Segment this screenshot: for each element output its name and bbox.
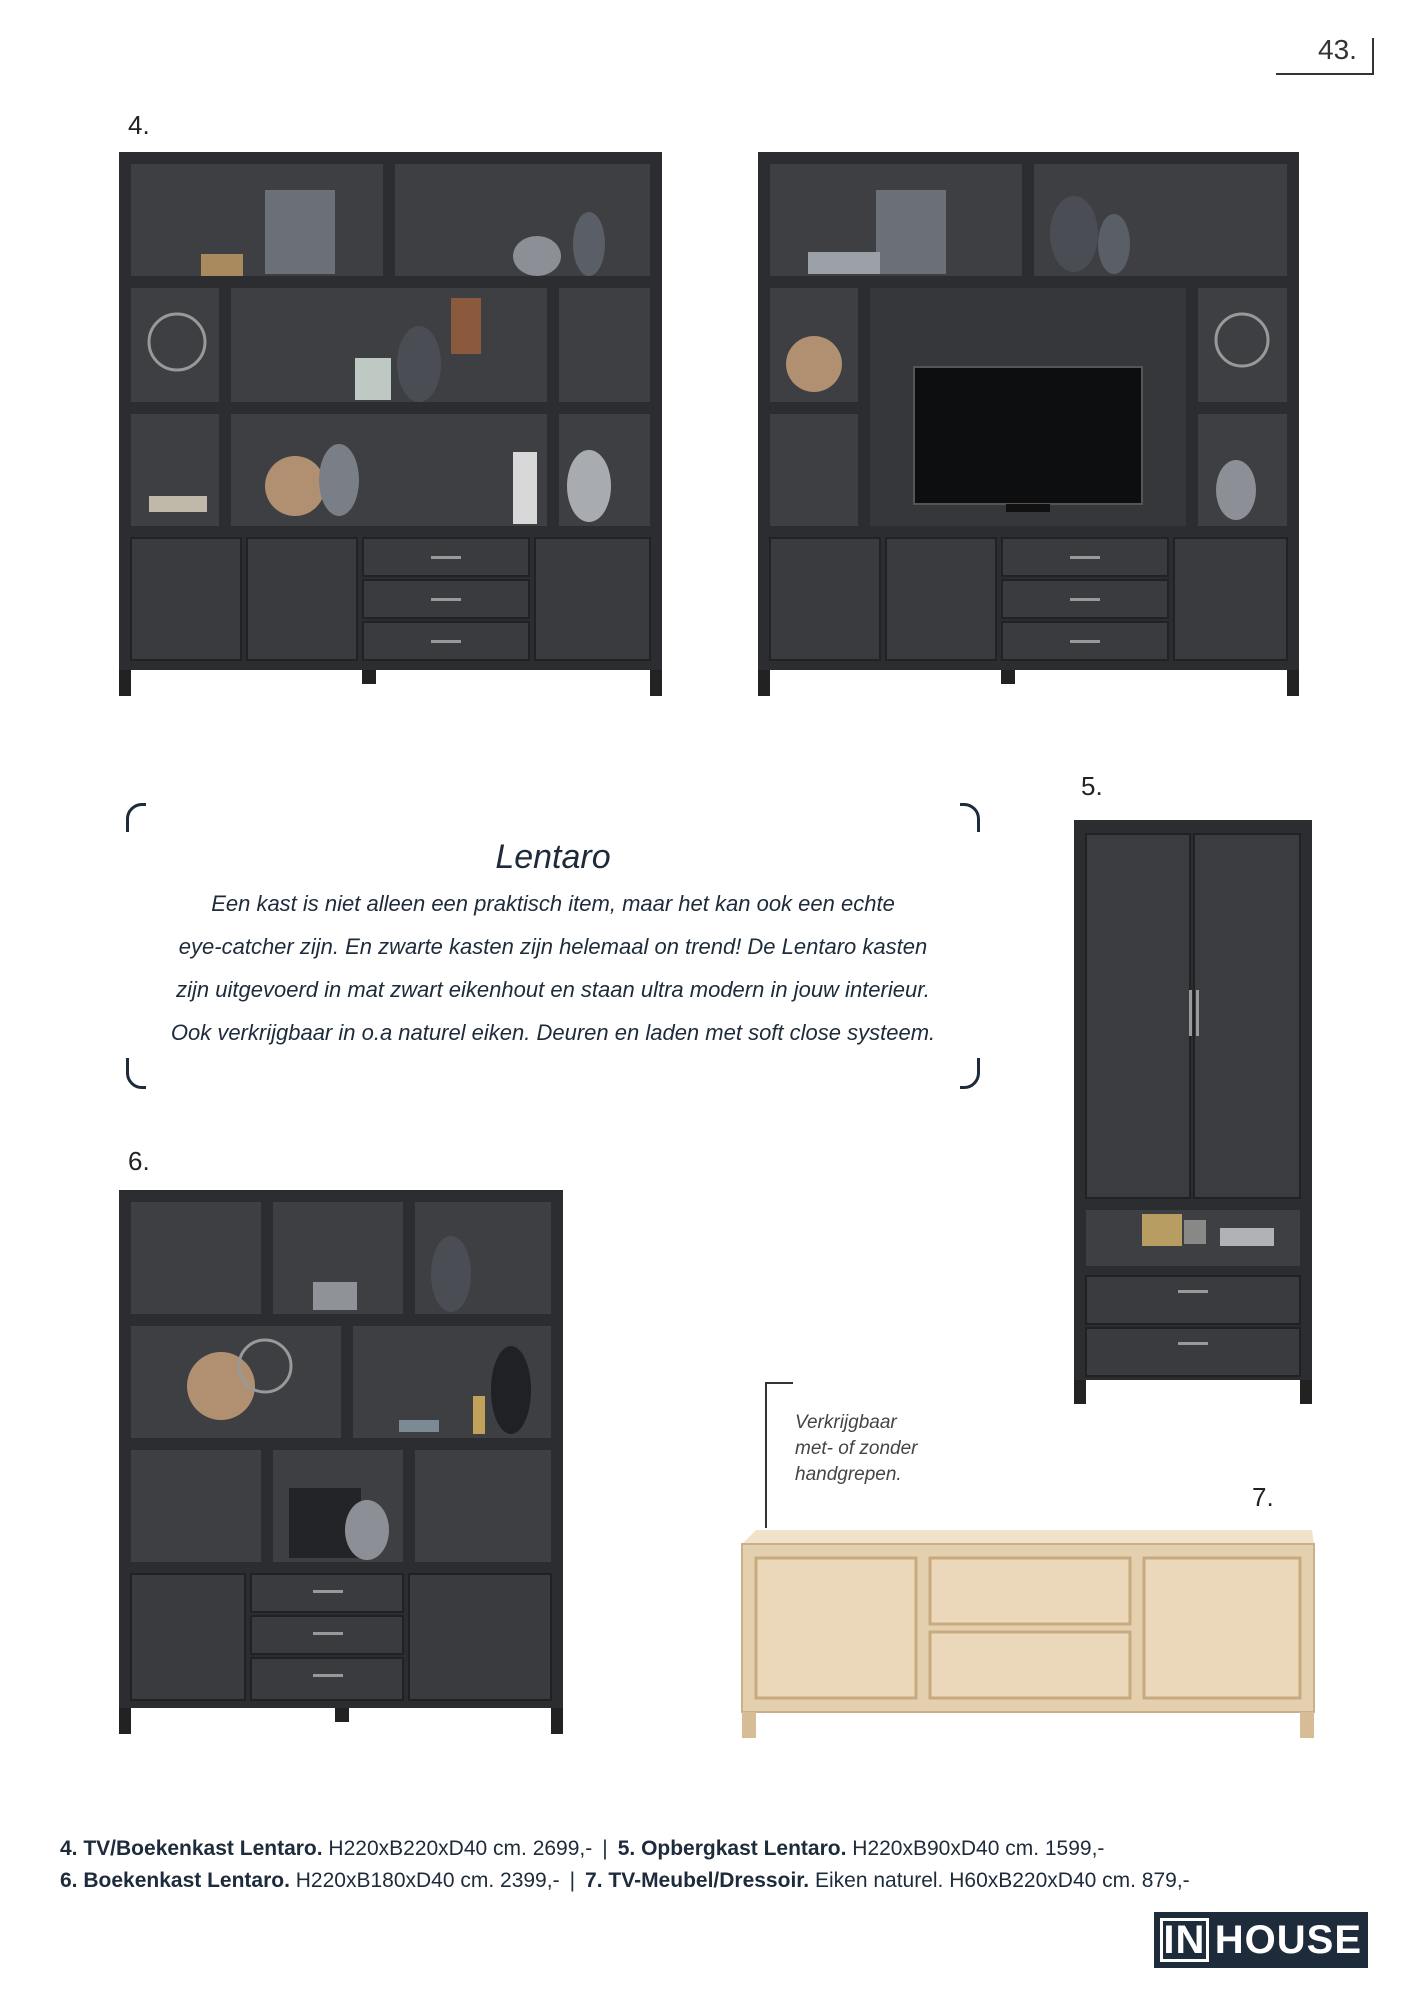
caption-separator-2: |: [569, 1869, 576, 1892]
info-box-gap-top: [146, 800, 960, 810]
page-number-bracket: [1372, 38, 1374, 75]
page-number-underline: [1276, 73, 1374, 75]
caption-7-name: 7. TV-Meubel/Dressoir.: [585, 1869, 810, 1892]
caption-line-2: [60, 1869, 1190, 1893]
storage-cabinet-image-5: [1072, 820, 1314, 1406]
handles-note: [795, 1410, 918, 1488]
caption-6-name: 6. Boekenkast Lentaro.: [60, 1869, 290, 1892]
tv-bookcase-image-4b: [756, 152, 1301, 700]
caption-line-1: [60, 1837, 1104, 1861]
bookcase-image-6: [117, 1190, 565, 1738]
inhouse-logo: [1154, 1912, 1368, 1968]
caption-5-name: 5. Opbergkast Lentaro.: [617, 1837, 847, 1860]
caption-separator-1: |: [602, 1837, 608, 1860]
caption-6-spec: H220xB180xD40 cm. 2399,-: [289, 1869, 560, 1892]
info-title: Lentaro: [495, 838, 611, 876]
product-number-7: 7.: [1252, 1482, 1274, 1512]
note-bracket-top: [765, 1382, 793, 1384]
logo-house-text: HOUSE: [1214, 1917, 1362, 1962]
caption-5-spec: H220xB90xD40 cm. 1599,-: [846, 1837, 1105, 1860]
product-number-6: 6.: [128, 1146, 150, 1176]
info-line-4: Ook verkrijgbaar in o.a naturel eiken. Deuren en laden met soft close systeem.: [170, 1020, 936, 1045]
product-number-4: 4.: [128, 110, 150, 140]
logo-in-text: IN: [1163, 1917, 1206, 1962]
info-box-gap-bottom: [146, 1082, 960, 1092]
note-bracket-vertical: [765, 1382, 767, 1528]
logo-in-box: [1160, 1918, 1209, 1962]
info-line-3: zijn uitgevoerd in mat zwart eikenhout en staan ultra modern in jouw interieur.: [176, 977, 930, 1002]
caption-4-spec: H220xB220xD40 cm. 2699,-: [322, 1837, 593, 1860]
caption-7-spec: Eiken naturel. H60xB220xD40 cm. 879,-: [809, 1869, 1190, 1892]
note-line-1: Verkrijgbaar: [795, 1412, 897, 1433]
note-line-2: met- of zonder: [795, 1438, 918, 1459]
note-line-3: handgrepen.: [795, 1464, 902, 1485]
tv-sideboard-image-7: [738, 1530, 1318, 1742]
bookcase-image-4a: [117, 152, 664, 700]
info-line-1: Een kast is niet alleen een praktisch item, maar het kan ook een echte: [211, 891, 895, 916]
info-text: [126, 882, 980, 1054]
product-number-5: 5.: [1081, 771, 1103, 801]
caption-4-name: 4. TV/Boekenkast Lentaro.: [60, 1837, 323, 1860]
info-line-2: eye-catcher zijn. En zwarte kasten zijn helemaal on trend! De Lentaro kasten: [178, 934, 928, 959]
page-number: 43.: [1318, 34, 1357, 65]
